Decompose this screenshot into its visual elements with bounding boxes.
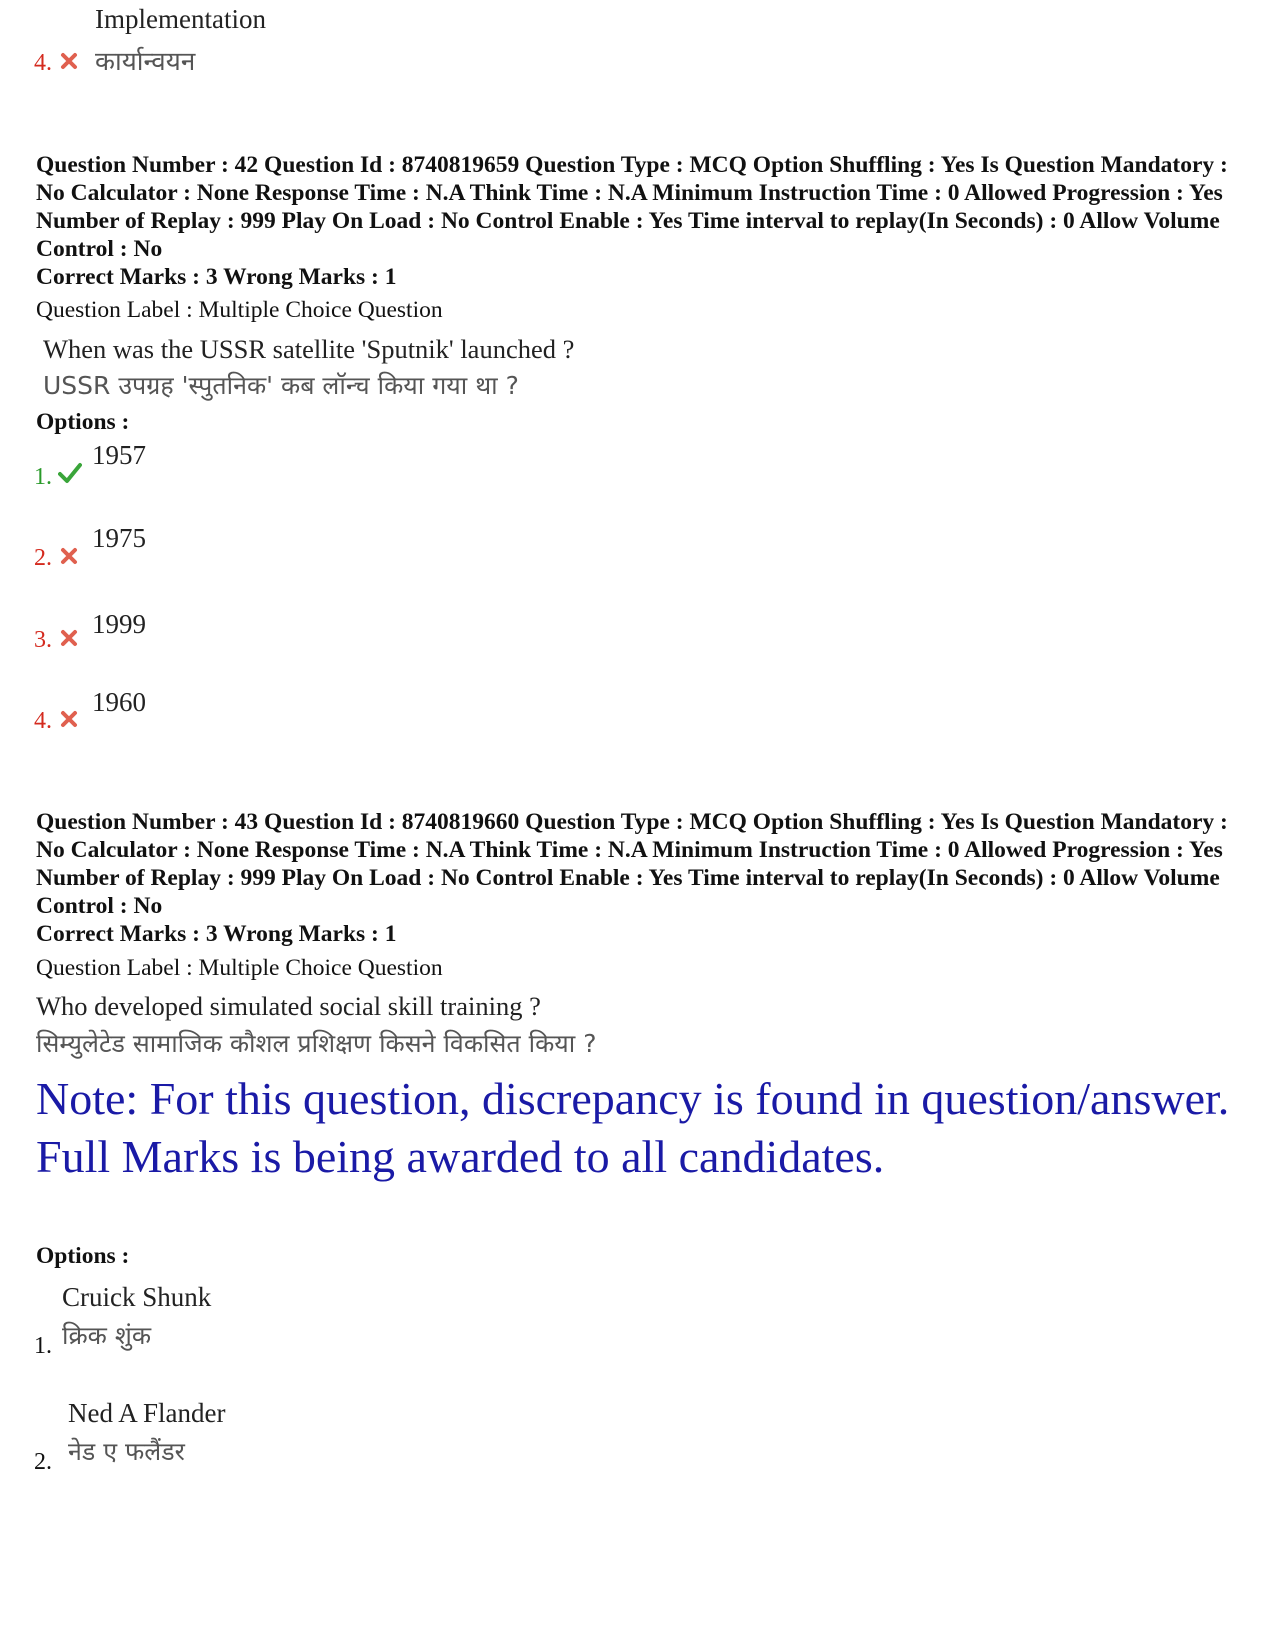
wrong-x-icon <box>60 710 78 728</box>
q42-question-hi: USSR उपग्रह 'स्पुतनिक' कब लॉन्च किया गया था ? <box>43 371 519 400</box>
prev-option-4-text-en: Implementation <box>95 4 266 34</box>
q43-option-2-text-hi: नेड ए फलैंडर <box>68 1437 185 1466</box>
q43-question-en: Who developed simulated social skill training ? <box>36 991 541 1021</box>
q42-option-2-value: 1975 <box>92 523 146 553</box>
prev-option-4-number: 4. <box>34 50 52 76</box>
q42-option-3-value: 1999 <box>92 609 146 639</box>
q43-label: Question Label : Multiple Choice Question <box>36 955 443 981</box>
q43-meta: Question Number : 43 Question Id : 8740819660 Question Type : MCQ Option Shuffling : Yes Is Question Mandatory : No Calculator : None Response Time : N.A Think Time : N.A Minimum Instruction Time : 0 Allowed Progression : Yes Number of Replay : 999 Play On Load : No Control Enable : Yes Time interval to replay(In Seconds) : 0 Allow Volume Control : No <box>36 809 1228 919</box>
q43-option-1-text-en: Cruick Shunk <box>62 1282 212 1312</box>
prev-option-4-text-hi: कार्यान्वयन <box>95 47 196 77</box>
q42-marks: Correct Marks : 3 Wrong Marks : 1 <box>36 264 397 290</box>
wrong-x-icon <box>60 547 78 565</box>
q43-option-2-text-en: Ned A Flander <box>68 1398 226 1428</box>
q42-option-1-number: 1. <box>34 464 52 490</box>
q42-options-heading: Options : <box>36 409 130 435</box>
wrong-x-icon <box>60 629 78 647</box>
q42-option-3-number: 3. <box>34 627 52 653</box>
q42-option-2-number: 2. <box>34 545 52 571</box>
q42-question-en: When was the USSR satellite 'Sputnik' launched ? <box>43 334 575 364</box>
q43-option-2-number: 2. <box>34 1449 52 1475</box>
q42-option-1-value: 1957 <box>92 440 146 470</box>
q43-marks: Correct Marks : 3 Wrong Marks : 1 <box>36 921 397 947</box>
q43-option-1-text-hi: क्रिक शुंक <box>62 1321 152 1350</box>
q42-meta: Question Number : 42 Question Id : 8740819659 Question Type : MCQ Option Shuffling : Yes Is Question Mandatory : No Calculator : None Response Time : N.A Think Time : N.A Minimum Instruction Time : 0 Allowed Progression : Yes Number of Replay : 999 Play On Load : No Control Enable : Yes Time interval to replay(In Seconds) : 0 Allow Volume Control : No <box>36 152 1228 262</box>
q43-question-hi: सिम्युलेटेड सामाजिक कौशल प्रशिक्षण किसने विकसित किया ? <box>36 1029 597 1058</box>
correct-check-icon <box>58 462 82 484</box>
q42-option-4-number: 4. <box>34 708 52 734</box>
discrepancy-note: Note: For this question, discrepancy is found in question/answer. Full Marks is being awarded to all candidates. <box>36 1073 1230 1182</box>
q43-option-1-number: 1. <box>34 1333 52 1359</box>
q43-options-heading: Options : <box>36 1243 130 1269</box>
q42-option-4-value: 1960 <box>92 687 146 717</box>
wrong-x-icon <box>60 52 78 70</box>
q42-label: Question Label : Multiple Choice Question <box>36 297 443 323</box>
